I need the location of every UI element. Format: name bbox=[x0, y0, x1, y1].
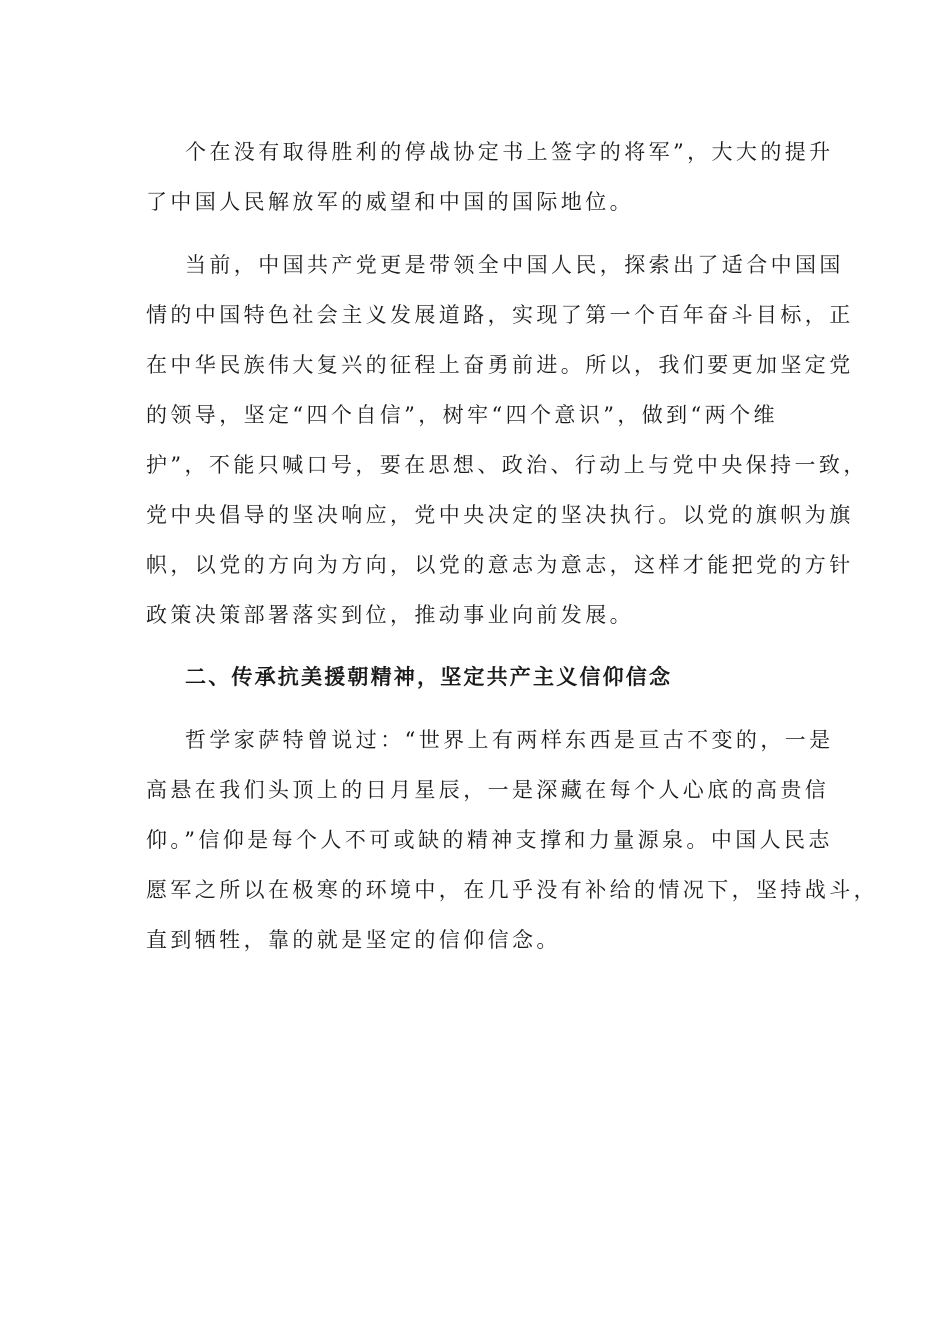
paragraph-3-line-2: 高悬在我们头顶上的日月星辰，一是深藏在每个人心底的高贵信 bbox=[146, 778, 830, 802]
paragraph-3-line-5: 直到牺牲，靠的就是坚定的信仰信念。 bbox=[146, 928, 561, 952]
paragraph-3-line-3: 仰。”信仰是每个人不可或缺的精神支撑和力量源泉。中国人民志 bbox=[146, 828, 833, 852]
paragraph-2-line-2: 情的中国特色社会主义发展道路，实现了第一个百年奋斗目标，正 bbox=[146, 303, 854, 327]
paragraph-2-line-4: 的领导，坚定“四个自信”，树牢“四个意识”，做到“两个维 bbox=[146, 403, 778, 427]
paragraph-2-line-3: 在中华民族伟大复兴的征程上奋勇前进。所以，我们要更加坚定党 bbox=[146, 353, 854, 377]
paragraph-3-line-4: 愿军之所以在极寒的环境中，在几乎没有补给的情况下，坚持战斗， bbox=[146, 878, 878, 902]
paragraph-2-line-7: 帜，以党的方向为方向，以党的意志为意志，这样才能把党的方针 bbox=[146, 553, 854, 577]
paragraph-2-line-5: 护”，不能只喊口号，要在思想、政治、行动上与党中央保持一致， bbox=[146, 453, 868, 477]
paragraph-2-line-8: 政策决策部署落实到位，推动事业向前发展。 bbox=[146, 603, 634, 627]
paragraph-2-line-1: 当前，中国共产党更是带领全中国人民，探索出了适合中国国 bbox=[185, 253, 844, 277]
paragraph-1-line-2: 了中国人民解放军的威望和中国的国际地位。 bbox=[146, 190, 634, 214]
paragraph-3-line-1: 哲学家萨特曾说过：“世界上有两样东西是亘古不变的，一是 bbox=[185, 728, 834, 752]
paragraph-1-line-1: 个在没有取得胜利的停战协定书上签字的将军”，大大的提升 bbox=[185, 140, 834, 164]
section-heading: 二、传承抗美援朝精神，坚定共产主义信仰信念 bbox=[185, 665, 673, 689]
paragraph-2-line-6: 党中央倡导的坚决响应，党中央决定的坚决执行。以党的旗帜为旗 bbox=[146, 503, 854, 527]
